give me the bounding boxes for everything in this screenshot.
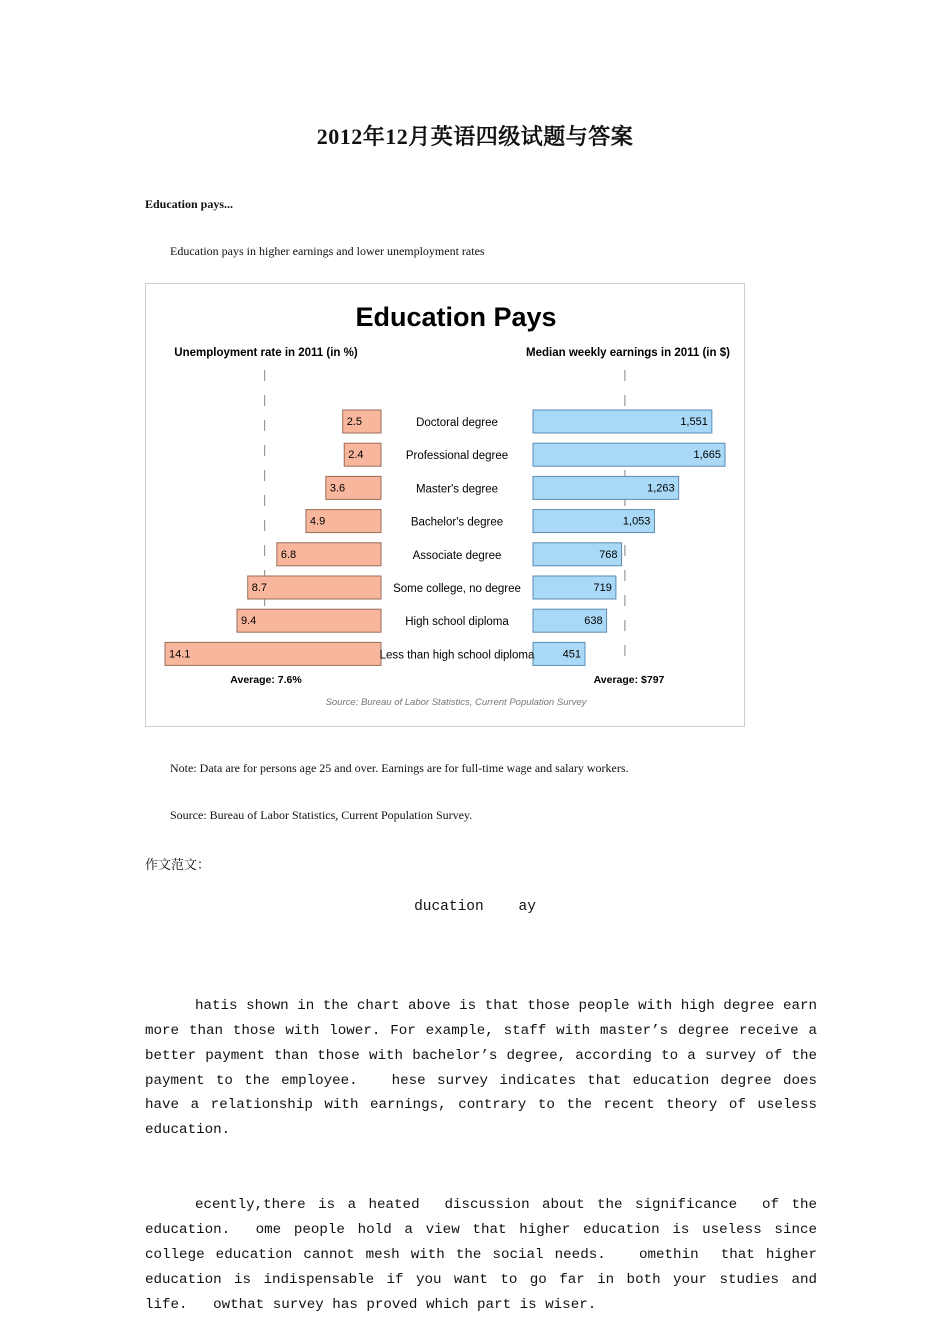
average-earnings-label: Average: $797 bbox=[593, 674, 665, 686]
category-label: Professional degree bbox=[405, 450, 509, 463]
unemployment-value-label: 14.1 bbox=[169, 648, 191, 661]
unemployment-value-label: 4.9 bbox=[309, 515, 326, 528]
unemployment-value-label: 2.4 bbox=[348, 449, 364, 462]
essay-paragraph: ecently,there is a heated discussion about the significance of the education. ome people hold a view that higher education is useless since college education cannot mesh with the social needs. omethin that higher education is indispensable if you want to go far in both your studies and life. owthat survey has proved which part is wiser. bbox=[145, 1197, 826, 1313]
category-label: Bachelor's degree bbox=[410, 516, 504, 529]
unemployment-value-label: 3.6 bbox=[329, 482, 346, 495]
chart-title: Education Pays bbox=[355, 302, 557, 332]
category-label: Less than high school diploma bbox=[379, 649, 535, 662]
chart-source-note: Source: Bureau of Labor Statistics, Current Population Survey. bbox=[170, 808, 473, 822]
document-title: 2012年12月英语四级试题与答案 bbox=[316, 124, 634, 149]
category-label: High school diploma bbox=[405, 616, 509, 629]
category-label: Doctoral degree bbox=[416, 417, 498, 429]
essay-title: ducation ay bbox=[414, 899, 536, 915]
chart-note: Note: Data are for persons age 25 and over. Earnings are for full-time wage and salary workers. bbox=[170, 761, 629, 775]
unemployment-value-label: 8.7 bbox=[251, 582, 268, 594]
unemployment-value-label: 9.4 bbox=[241, 615, 257, 628]
earnings-value-label: 1,263 bbox=[647, 482, 675, 495]
chart-left-label: Unemployment rate in 2011 (in %) bbox=[174, 347, 358, 359]
average-unemployment-label: Average: 7.6% bbox=[230, 674, 302, 686]
unemployment-bar bbox=[165, 642, 381, 665]
chart-canvas bbox=[146, 284, 746, 728]
essay-paragraph: hatis shown in the chart above is that those people with high degree earn more than those with lower. For example, staff with master’s degree receive a better payment than those with bachelor’s degree, according to a survey of the payment to the employee. hese survey indicates that education degree does have a relationship with earnings, contrary to the recent theory of useless education. bbox=[145, 997, 826, 1139]
category-label: Some college, no degree bbox=[393, 583, 521, 595]
earnings-value-label: 719 bbox=[593, 582, 612, 594]
education-pays-chart bbox=[145, 283, 745, 727]
earnings-value-label: 1,665 bbox=[693, 449, 721, 462]
category-label: Associate degree bbox=[412, 549, 502, 562]
earnings-value-label: 1,053 bbox=[622, 515, 651, 528]
unemployment-value-label: 2.5 bbox=[346, 416, 362, 428]
category-label: Master's degree bbox=[415, 483, 499, 496]
chart-intro: Education pays in higher earnings and lower unemployment rates bbox=[170, 244, 485, 258]
earnings-value-label: 1,551 bbox=[680, 416, 708, 428]
unemployment-value-label: 6.8 bbox=[280, 548, 297, 561]
earnings-value-label: 768 bbox=[599, 548, 618, 561]
section-heading: Education pays... bbox=[145, 197, 234, 211]
chart-right-label: Median weekly earnings in 2011 (in $) bbox=[526, 347, 730, 359]
essay-label: 作文范文： bbox=[145, 857, 211, 872]
earnings-value-label: 451 bbox=[562, 648, 582, 661]
chart-source: Source: Bureau of Labor Statistics, Current Population Survey bbox=[325, 697, 587, 708]
unemployment-bar bbox=[248, 576, 381, 599]
essay-body bbox=[145, 944, 826, 1343]
earnings-value-label: 638 bbox=[584, 615, 603, 628]
unemployment-bar bbox=[237, 609, 381, 632]
